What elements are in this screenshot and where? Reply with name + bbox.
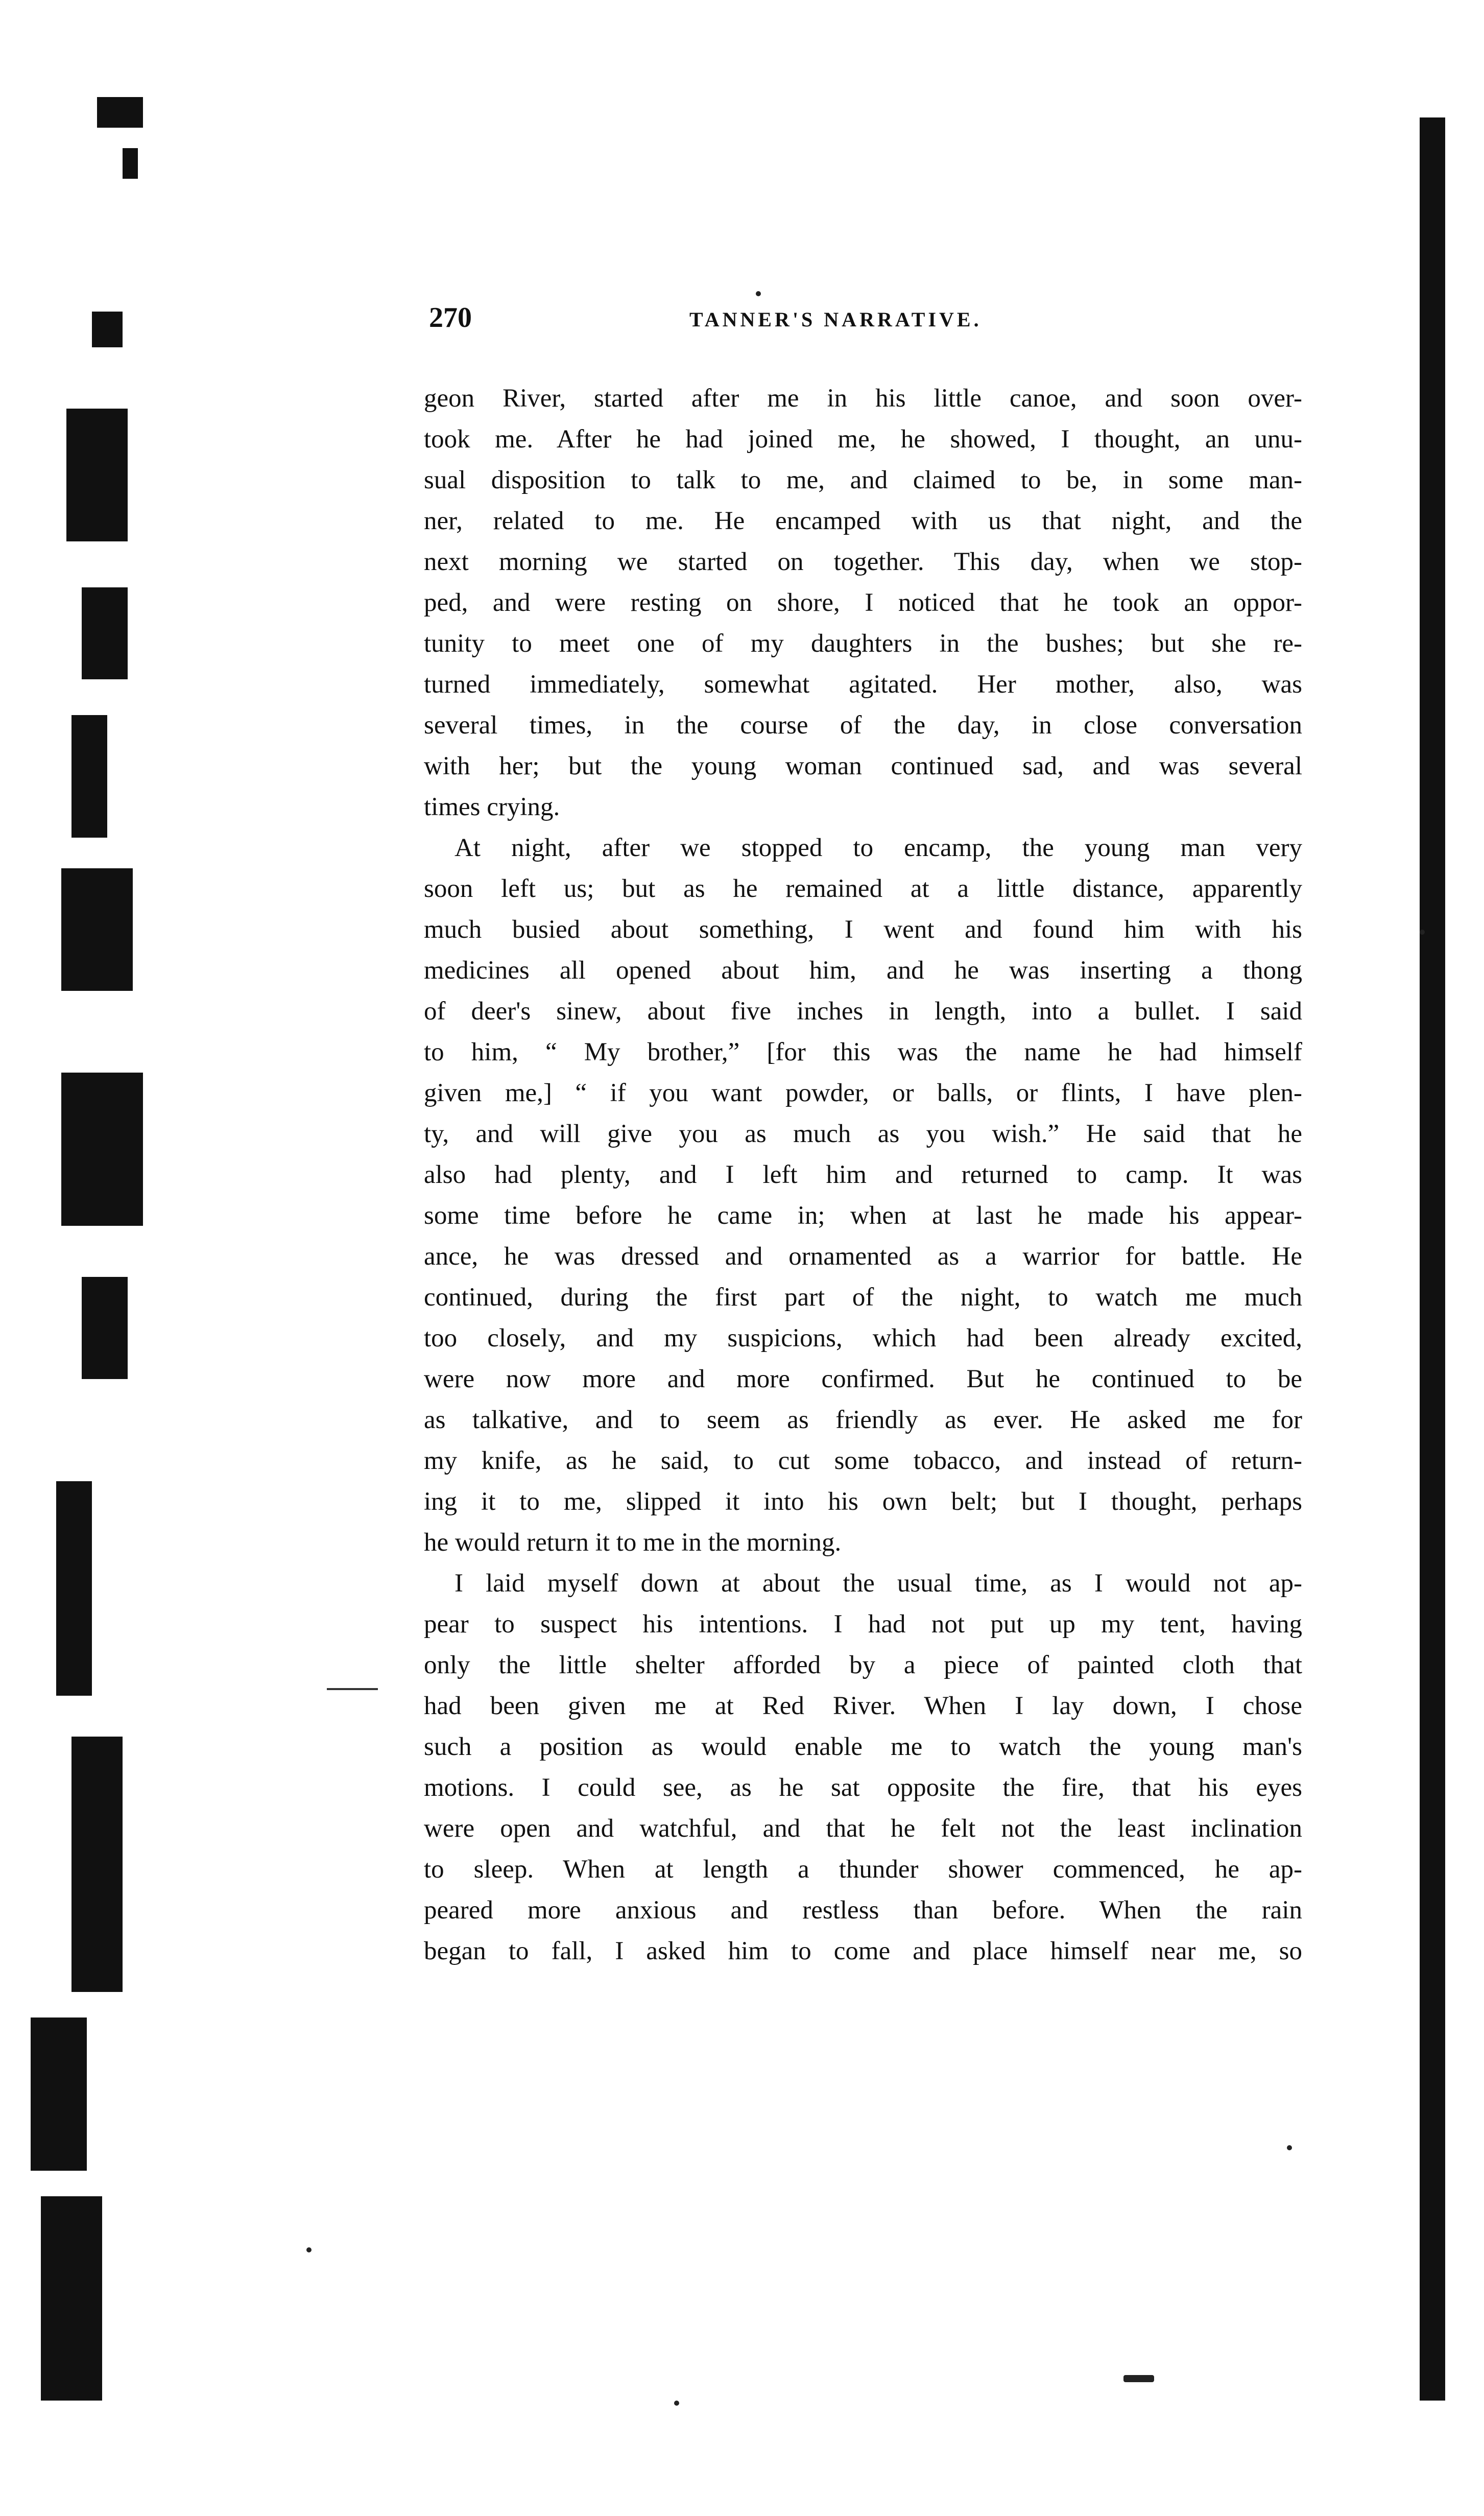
text-line: ped, and were resting on shore, I noticed that he took an oppor- xyxy=(424,588,1302,617)
text-line: ing it to me, slipped it into his own belt; but I thought, perhaps xyxy=(424,1487,1302,1516)
paragraph-3 xyxy=(424,1563,1302,1972)
scan-speck xyxy=(1123,2375,1154,2382)
running-title: TANNER'S NARRATIVE. xyxy=(689,308,982,331)
paragraph-1 xyxy=(424,378,1302,827)
text-line: too closely, and my suspicions, which had been already excited, xyxy=(424,1324,1302,1352)
page-number: 270 xyxy=(429,302,472,334)
paragraph-2 xyxy=(424,827,1302,1563)
text-line: he would return it to me in the morning. xyxy=(424,1528,842,1557)
text-body xyxy=(424,378,1302,1972)
text-line: were open and watchful, and that he felt not the least inclination xyxy=(424,1814,1302,1843)
text-line: several times, in the course of the day, in close conversation xyxy=(424,711,1302,740)
text-line: ty, and will give you as much as you wish.” He said that he xyxy=(424,1120,1302,1148)
text-line: with her; but the young woman continued sad, and was several xyxy=(424,752,1302,780)
text-line: medicines all opened about him, and he was inserting a thong xyxy=(424,956,1302,985)
text-line: took me. After he had joined me, he showed, I thought, an unu- xyxy=(424,425,1302,454)
text-line: ner, related to me. He encamped with us that night, and the xyxy=(424,507,1302,535)
text-line: of deer's sinew, about five inches in length, into a bullet. I said xyxy=(424,997,1302,1026)
text-line: also had plenty, and I left him and returned to camp. It was xyxy=(424,1160,1302,1189)
text-line: had been given me at Red River. When I lay down, I chose xyxy=(424,1692,1302,1720)
text-line: At night, after we stopped to encamp, the young man very xyxy=(454,834,1302,862)
text-line: much busied about something, I went and found him with his xyxy=(424,915,1302,944)
text-line: began to fall, I asked him to come and place himself near me, so xyxy=(424,1937,1302,1965)
scan-binding-shadow xyxy=(0,0,169,2516)
text-line: next morning we started on together. This day, when we stop- xyxy=(424,548,1302,576)
text-line: such a position as would enable me to watch the young man's xyxy=(424,1732,1302,1761)
text-line: to him, “ My brother,” [for this was the name he had himself xyxy=(424,1038,1302,1066)
text-line: soon left us; but as he remained at a little distance, apparently xyxy=(424,874,1302,903)
text-line: continued, during the first part of the night, to watch me much xyxy=(424,1283,1302,1312)
text-line: my knife, as he said, to cut some tobacco, and instead of return- xyxy=(424,1446,1302,1475)
text-line: turned immediately, somewhat agitated. Her mother, also, was xyxy=(424,670,1302,699)
scan-speck xyxy=(674,2401,679,2406)
text-line: were now more and more confirmed. But he continued to be xyxy=(424,1365,1302,1393)
text-line: only the little shelter afforded by a piece of painted cloth that xyxy=(424,1651,1302,1679)
book-page xyxy=(424,301,1302,1972)
scan-speck xyxy=(306,2247,312,2252)
scan-speck xyxy=(1287,2145,1292,2150)
text-line: I laid myself down at about the usual time, as I would not ap- xyxy=(454,1569,1302,1598)
text-line: given me,] “ if you want powder, or balls, or flints, I have plen- xyxy=(424,1079,1302,1107)
text-line: pear to suspect his intentions. I had not put up my tent, having xyxy=(424,1610,1302,1639)
scan-speck xyxy=(1420,930,1425,935)
text-line: peared more anxious and restless than before. When the rain xyxy=(424,1896,1302,1925)
text-line: sual disposition to talk to me, and claimed to be, in some man- xyxy=(424,466,1302,494)
text-line: times crying. xyxy=(424,793,560,821)
running-head xyxy=(424,301,1302,342)
text-line: motions. I could see, as he sat opposite the fire, that his eyes xyxy=(424,1773,1302,1802)
scan-edge-rule xyxy=(1420,117,1445,2401)
scan-speck xyxy=(756,291,761,296)
text-line: to sleep. When at length a thunder shower commenced, he ap- xyxy=(424,1855,1302,1884)
scan-stray-mark xyxy=(327,1688,378,1690)
text-line: ance, he was dressed and ornamented as a warrior for battle. He xyxy=(424,1242,1302,1271)
text-line: as talkative, and to seem as friendly as ever. He asked me for xyxy=(424,1406,1302,1434)
text-line: tunity to meet one of my daughters in the bushes; but she re- xyxy=(424,629,1302,658)
text-line: some time before he came in; when at last he made his appear- xyxy=(424,1201,1302,1230)
text-line: geon River, started after me in his little canoe, and soon over- xyxy=(424,384,1302,413)
